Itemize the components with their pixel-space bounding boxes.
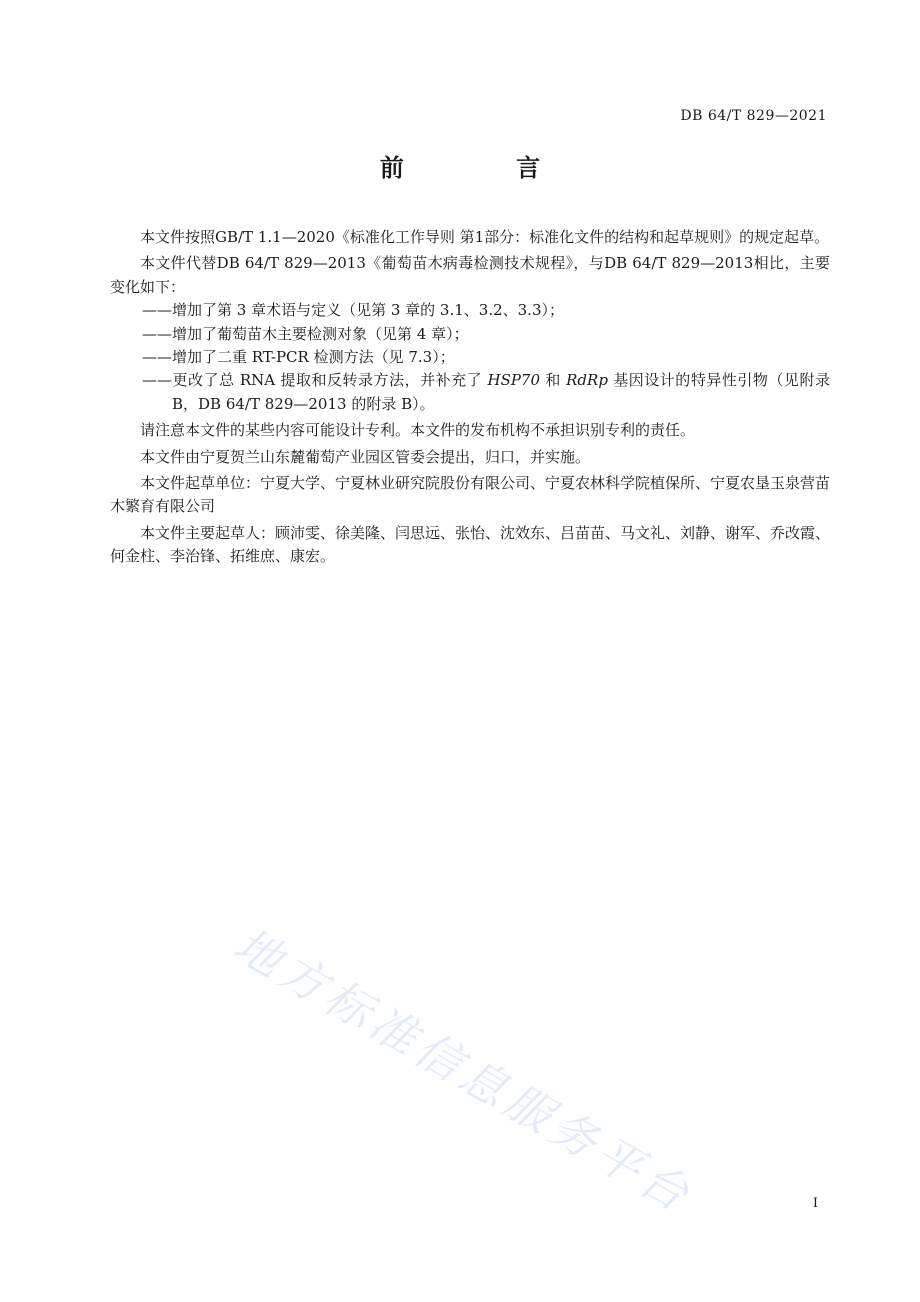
change-item-4-part-a: ——更改了总 RNA 提取和反转录方法，并补充了 (142, 371, 488, 390)
foreword-body (110, 226, 830, 569)
page-title: 前 言 (379, 153, 593, 182)
page-number: I (812, 1196, 818, 1211)
gene-name-hsp70: HSP70 (487, 371, 541, 390)
paragraph-drafters: 本文件主要起草人：顾沛雯、徐美隆、闫思远、张怡、沈效东、吕苗苗、马文礼、刘静、谢军、乔改霞、何金柱、李治锋、拓维庶、康宏。 (110, 523, 831, 566)
gene-name-rdrp: RdRp (566, 371, 608, 390)
change-item-2: ——增加了葡萄苗木主要检测对象（见第 4 章）； (142, 324, 469, 343)
change-item-1: ——增加了第 3 章术语与定义（见第 3 章的 3.1、3.2、3.3）； (142, 301, 564, 320)
paragraph-proposer: 本文件由宁夏贺兰山东麓葡萄产业园区管委会提出，归口，并实施。 (140, 447, 591, 466)
change-item-4-part-c: 基因设计的特异性引物（见附录 B，DB 64/T 829—2013 的附录 B）。 (172, 371, 830, 413)
paragraph-drafting-rules: 本文件按照GB/T 1.1—2020《标准化工作导则 第1部分：标准化文件的结构和起草规则》的规定起草。 (140, 228, 830, 246)
standard-code: DB 64/T 829—2021 (680, 108, 827, 124)
paragraph-patent-notice: 请注意本文件的某些内容可能设计专利。本文件的发布机构不承担识别专利的责任。 (140, 421, 696, 440)
change-item-4 (110, 369, 830, 416)
paragraph-drafting-units: 本文件起草单位：宁夏大学、宁夏林业研究院股份有限公司、宁夏农林科学院植保所、宁夏农垦玉泉营苗木繁育有限公司 (110, 474, 831, 516)
watermark: 地方标准信息服务平台 (225, 917, 703, 1224)
paragraph-replacement: 本文件代替DB 64/T 829—2013《葡萄苗木病毒检测技术规程》，与DB 64/T 829—2013相比，主要变化如下： (110, 254, 830, 296)
change-item-3: ——增加了二重 RT-PCR 检测方法（见 7.3）； (142, 348, 455, 367)
change-item-4-part-b: 和 (540, 371, 567, 390)
